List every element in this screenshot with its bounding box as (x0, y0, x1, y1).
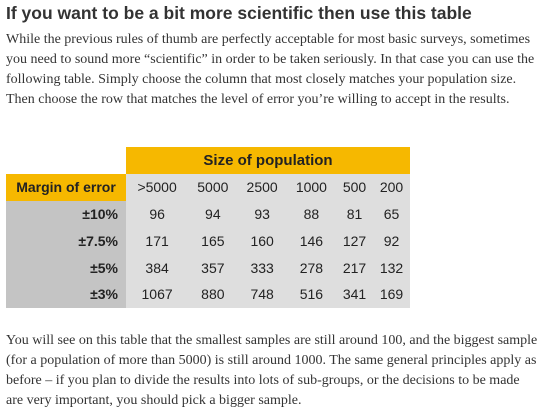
sample-size-cell: 96 (126, 201, 188, 228)
sample-size-table (6, 147, 410, 308)
sample-size-cell: 88 (287, 201, 336, 228)
sample-size-cell: 132 (373, 254, 410, 281)
margin-of-error-header: Margin of error (6, 174, 126, 201)
sample-size-cell: 93 (237, 201, 286, 228)
table-row (6, 201, 410, 228)
sample-size-cell: 160 (237, 227, 286, 254)
sample-size-cell: 81 (336, 201, 373, 228)
sample-size-cell: 94 (188, 201, 237, 228)
population-column-header: 2500 (237, 174, 286, 201)
table-corner-blank (6, 147, 126, 174)
sample-size-cell: 92 (373, 227, 410, 254)
margin-of-error-label: ±5% (6, 254, 126, 281)
table-row (6, 227, 410, 254)
sample-size-cell: 217 (336, 254, 373, 281)
sample-size-cell: 333 (237, 254, 286, 281)
sample-size-cell: 516 (287, 281, 336, 308)
population-column-header: 5000 (188, 174, 237, 201)
intro-paragraph: While the previous rules of thumb are perfectly acceptable for most basic surveys, sometimes you need to sound more “scientific” in order to be taken seriously. In that case you can use the following table. Simply choose the column that most closely matches your population size. Then choose the row that matches the level of error you’re willing to accept in the results. (6, 32, 535, 107)
population-column-header: 200 (373, 174, 410, 201)
margin-of-error-label: ±7.5% (6, 227, 126, 254)
margin-of-error-label: ±3% (6, 281, 126, 308)
table-column-header-row (6, 174, 410, 201)
sample-size-cell: 357 (188, 254, 237, 281)
section-heading: If you want to be a bit more scientific then use this table (6, 3, 472, 23)
sample-size-cell: 146 (287, 227, 336, 254)
population-column-header: 500 (336, 174, 373, 201)
sample-size-cell: 169 (373, 281, 410, 308)
sample-size-cell: 65 (373, 201, 410, 228)
population-column-header: 1000 (287, 174, 336, 201)
sample-size-cell: 384 (126, 254, 188, 281)
sample-size-cell: 1067 (126, 281, 188, 308)
sample-size-cell: 341 (336, 281, 373, 308)
sample-size-cell: 748 (237, 281, 286, 308)
sample-size-cell: 165 (188, 227, 237, 254)
conclusion-paragraph: You will see on this table that the smallest samples are still around 100, and the biggest sample (for a population of more than 5000) is still around 1000. The same general principles apply as before – if you plan to divide the results into lots of sub-groups, or the decisions to be made are very important, you should pick a bigger sample. (6, 333, 538, 408)
sample-size-cell: 278 (287, 254, 336, 281)
sample-size-cell: 171 (126, 227, 188, 254)
population-column-header: >5000 (126, 174, 188, 201)
population-size-header: Size of population (126, 147, 410, 174)
sample-size-cell: 880 (188, 281, 237, 308)
sample-size-cell: 127 (336, 227, 373, 254)
margin-of-error-label: ±10% (6, 201, 126, 228)
table-row (6, 254, 410, 281)
table-row (6, 281, 410, 308)
table-span-header-row (6, 147, 410, 174)
